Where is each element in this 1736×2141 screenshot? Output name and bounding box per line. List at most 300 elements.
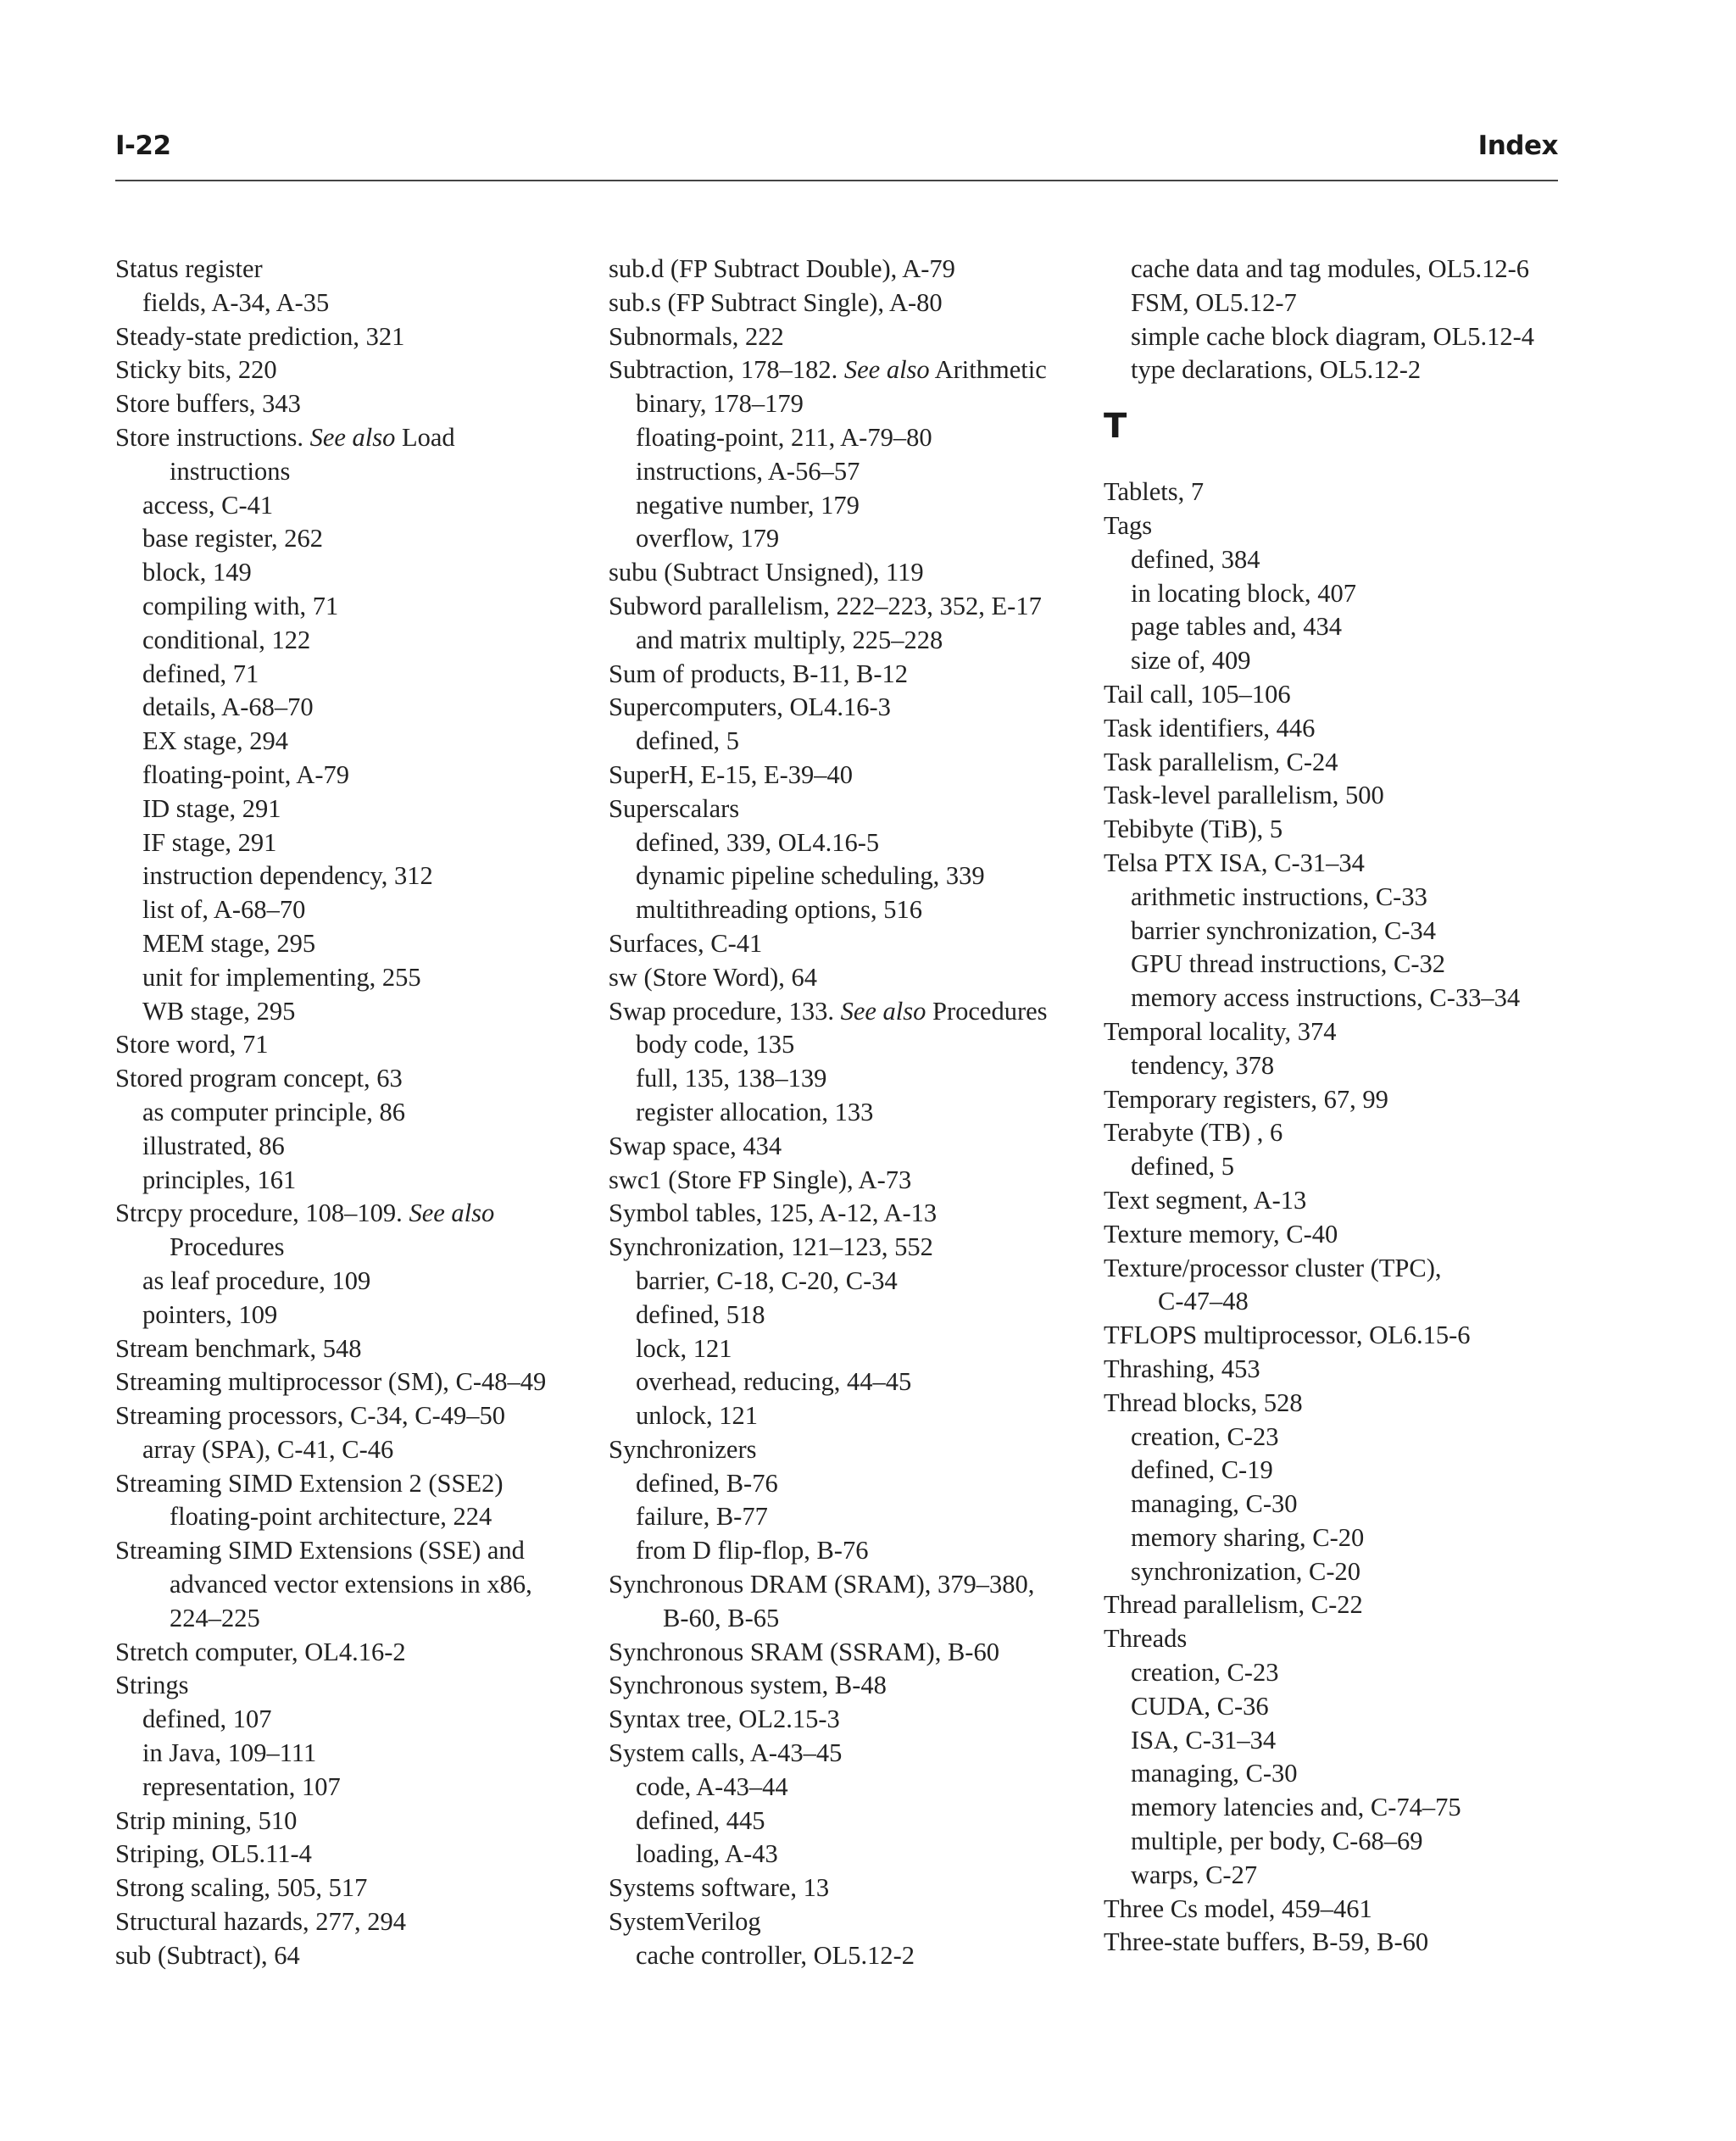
entry-text: Synchronous SRAM (SSRAM), B-60 bbox=[609, 1637, 999, 1666]
entry-text: memory sharing, C-20 bbox=[1131, 1522, 1365, 1552]
index-column-3 bbox=[1104, 253, 1595, 1960]
entry-text: multiple, per body, C-68–69 bbox=[1131, 1827, 1423, 1856]
entry-text: instructions bbox=[170, 456, 291, 486]
index-subentry bbox=[1104, 1724, 1595, 1758]
index-entry bbox=[1104, 475, 1595, 509]
index-subentry bbox=[115, 1096, 607, 1130]
index-subentry bbox=[609, 421, 1100, 455]
entry-text: Threads bbox=[1104, 1624, 1188, 1654]
entry-text: managing, C-30 bbox=[1131, 1759, 1298, 1788]
entry-text: Sticky bits, 220 bbox=[115, 355, 277, 385]
index-entry bbox=[115, 1028, 607, 1062]
entry-text: loading, A-43 bbox=[636, 1839, 778, 1869]
index-subentry bbox=[1104, 915, 1595, 948]
index-subentry bbox=[609, 455, 1100, 489]
index-subentry bbox=[115, 826, 607, 860]
entry-text: creation, C-23 bbox=[1131, 1421, 1279, 1451]
index-subentry bbox=[115, 725, 607, 759]
entry-text: cache controller, OL5.12-2 bbox=[636, 1940, 915, 1970]
entry-text: Thread blocks, 528 bbox=[1104, 1387, 1303, 1417]
entry-text: register allocation, 133 bbox=[636, 1097, 874, 1126]
see-also-label: See also bbox=[843, 355, 930, 385]
entry-text: B-60, B-65 bbox=[663, 1603, 780, 1632]
entry-text: managing, C-30 bbox=[1131, 1489, 1298, 1519]
index-entry bbox=[1104, 779, 1595, 813]
entry-text: TFLOPS multiprocessor, OL6.15-6 bbox=[1104, 1321, 1471, 1350]
index-entry bbox=[1104, 1116, 1595, 1150]
index-subentry bbox=[115, 1265, 607, 1299]
index-subentry bbox=[115, 961, 607, 995]
index-entry-continuation bbox=[115, 1602, 607, 1636]
index-entry bbox=[609, 590, 1100, 624]
entry-text: sub (Subtract), 64 bbox=[115, 1940, 300, 1970]
index-subentry bbox=[1104, 644, 1595, 678]
entry-text: SystemVerilog bbox=[609, 1907, 761, 1937]
entry-text: Synchronization, 121–123, 552 bbox=[609, 1232, 933, 1262]
see-also-label: See also bbox=[840, 996, 926, 1026]
index-subentry bbox=[609, 1805, 1100, 1838]
index-subentry bbox=[115, 927, 607, 961]
entry-text: Sum of products, B-11, B-12 bbox=[609, 659, 908, 688]
entry-text: sub.d (FP Subtract Double), A-79 bbox=[609, 254, 955, 283]
entry-text: as leaf procedure, 109 bbox=[142, 1265, 371, 1295]
index-subentry bbox=[115, 1130, 607, 1164]
entry-text: from D flip-flop, B-76 bbox=[636, 1536, 869, 1565]
index-entry bbox=[1104, 678, 1595, 712]
see-also-label: See also bbox=[409, 1198, 495, 1228]
entry-text: instruction dependency, 312 bbox=[142, 861, 433, 891]
index-entry bbox=[1104, 509, 1595, 543]
entry-text: GPU thread instructions, C-32 bbox=[1131, 949, 1446, 979]
index-entry bbox=[1104, 1319, 1595, 1353]
entry-text: in Java, 109–111 bbox=[142, 1738, 317, 1768]
index-entry bbox=[609, 961, 1100, 995]
index-subentry bbox=[1104, 881, 1595, 915]
entry-text: Strcpy procedure, 108–109. bbox=[115, 1198, 403, 1228]
see-also-target: Arithmetic bbox=[934, 355, 1047, 385]
entry-text: defined, 5 bbox=[1131, 1152, 1234, 1182]
index-subentry bbox=[609, 1365, 1100, 1399]
entry-text: swc1 (Store FP Single), A-73 bbox=[609, 1165, 912, 1194]
entry-text: body code, 135 bbox=[636, 1030, 795, 1059]
index-subentry bbox=[115, 1164, 607, 1198]
index-entry bbox=[609, 253, 1100, 286]
index-entry bbox=[609, 1197, 1100, 1231]
index-entry bbox=[115, 320, 607, 354]
index-entry bbox=[115, 1669, 607, 1703]
see-also-label: See also bbox=[309, 422, 396, 452]
entry-text: in locating block, 407 bbox=[1131, 578, 1356, 608]
index-subentry bbox=[1104, 253, 1595, 286]
entry-text: Store buffers, 343 bbox=[115, 389, 301, 419]
index-entry bbox=[609, 759, 1100, 792]
entry-text: Thrashing, 453 bbox=[1104, 1354, 1260, 1383]
index-subentry bbox=[609, 1467, 1100, 1501]
index-subentry bbox=[115, 522, 607, 556]
index-subentry bbox=[115, 1433, 607, 1467]
entry-text: Streaming SIMD Extension 2 (SSE2) bbox=[115, 1468, 504, 1498]
entry-text: barrier, C-18, C-20, C-34 bbox=[636, 1265, 898, 1295]
entry-text: fields, A-34, A-35 bbox=[142, 287, 330, 317]
entry-text: memory latencies and, C-74–75 bbox=[1131, 1793, 1461, 1822]
index-entry bbox=[1104, 1588, 1595, 1622]
index-entry bbox=[609, 792, 1100, 826]
index-entry bbox=[609, 556, 1100, 590]
entry-text: Streaming processors, C-34, C-49–50 bbox=[115, 1401, 505, 1431]
index-entry bbox=[609, 1905, 1100, 1939]
index-entry bbox=[115, 1399, 607, 1433]
index-entry bbox=[1104, 1015, 1595, 1049]
entry-text: Swap space, 434 bbox=[609, 1131, 782, 1160]
page-number: I-22 bbox=[115, 131, 171, 161]
index-subentry bbox=[609, 1265, 1100, 1299]
entry-text: floating-point, A-79 bbox=[142, 759, 349, 789]
index-entry-continuation bbox=[115, 1500, 607, 1534]
index-entry bbox=[609, 1231, 1100, 1265]
entry-text: Synchronous system, B-48 bbox=[609, 1671, 887, 1700]
index-entry bbox=[609, 1636, 1100, 1670]
index-subentry bbox=[1104, 353, 1595, 387]
entry-text: floating-point architecture, 224 bbox=[170, 1502, 492, 1532]
index-entry bbox=[609, 1568, 1100, 1602]
index-subentry bbox=[1104, 577, 1595, 611]
entry-text: Tebibyte (TiB), 5 bbox=[1104, 815, 1283, 844]
index-entry bbox=[115, 1197, 607, 1231]
entry-text: Synchronizers bbox=[609, 1434, 757, 1464]
index-subentry bbox=[1104, 1555, 1595, 1589]
index-subentry bbox=[1104, 948, 1595, 982]
index-entry bbox=[609, 927, 1100, 961]
index-entry-continuation bbox=[115, 1231, 607, 1265]
index-subentry bbox=[609, 826, 1100, 860]
entry-text: 224–225 bbox=[170, 1603, 260, 1632]
index-entry bbox=[609, 1164, 1100, 1198]
index-entry bbox=[609, 995, 1100, 1029]
entry-text: defined, 339, OL4.16-5 bbox=[636, 827, 880, 857]
entry-text: lock, 121 bbox=[636, 1333, 732, 1363]
index-entry bbox=[115, 1939, 607, 1973]
entry-text: negative number, 179 bbox=[636, 490, 860, 520]
index-entry-continuation bbox=[609, 1602, 1100, 1636]
entry-text: failure, B-77 bbox=[636, 1502, 768, 1532]
index-entry bbox=[1104, 813, 1595, 847]
index-subentry bbox=[1104, 1859, 1595, 1893]
index-subentry bbox=[609, 624, 1100, 658]
index-entry bbox=[1104, 1218, 1595, 1252]
index-subentry bbox=[609, 1939, 1100, 1973]
index-entry-continuation bbox=[1104, 1285, 1595, 1319]
entry-text: Strings bbox=[115, 1671, 189, 1700]
index-entry bbox=[115, 387, 607, 421]
index-entry bbox=[609, 1703, 1100, 1737]
entry-text: Subword parallelism, 222–223, 352, E-17 bbox=[609, 591, 1042, 620]
index-subentry bbox=[609, 489, 1100, 523]
index-entry bbox=[1104, 1083, 1595, 1117]
index-subentry bbox=[115, 556, 607, 590]
entry-text: details, A-68–70 bbox=[142, 692, 314, 722]
index-subentry bbox=[115, 995, 607, 1029]
entry-text: ISA, C-31–34 bbox=[1131, 1725, 1277, 1755]
index-subentry bbox=[1104, 982, 1595, 1015]
entry-text: System calls, A-43–45 bbox=[609, 1738, 843, 1768]
entry-text: Three-state buffers, B-59, B-60 bbox=[1104, 1927, 1429, 1957]
entry-text: Telsa PTX ISA, C-31–34 bbox=[1104, 848, 1365, 877]
index-subentry bbox=[1104, 610, 1595, 644]
index-column-3-top bbox=[1104, 253, 1595, 387]
index-subentry bbox=[609, 522, 1100, 556]
entry-text: Syntax tree, OL2.15-3 bbox=[609, 1704, 840, 1734]
entry-text: Tablets, 7 bbox=[1104, 477, 1205, 507]
entry-text: warps, C-27 bbox=[1131, 1860, 1258, 1889]
index-entry bbox=[1104, 746, 1595, 780]
entry-text: defined, C-19 bbox=[1131, 1455, 1273, 1485]
entry-text: access, C-41 bbox=[142, 490, 274, 520]
index-entry bbox=[115, 421, 607, 455]
index-entry bbox=[115, 1871, 607, 1905]
entry-text: Stored program concept, 63 bbox=[115, 1064, 403, 1093]
index-entry bbox=[115, 1805, 607, 1838]
index-entry bbox=[1104, 847, 1595, 881]
entry-text: Stream benchmark, 548 bbox=[115, 1333, 362, 1363]
section-letter: T bbox=[1104, 407, 1127, 447]
index-subentry bbox=[115, 792, 607, 826]
entry-text: defined, 384 bbox=[1131, 544, 1260, 574]
header-rule bbox=[115, 180, 1558, 181]
index-subentry bbox=[609, 1062, 1100, 1096]
entry-text: Task parallelism, C-24 bbox=[1104, 747, 1338, 776]
entry-text: Thread parallelism, C-22 bbox=[1104, 1590, 1363, 1620]
see-also-target: Procedures bbox=[932, 996, 1048, 1026]
index-entry bbox=[609, 1737, 1100, 1771]
index-entry bbox=[1104, 1387, 1595, 1421]
entry-text: Procedures bbox=[170, 1232, 285, 1262]
entry-text: Strong scaling, 505, 517 bbox=[115, 1873, 368, 1903]
entry-text: base register, 262 bbox=[142, 524, 324, 553]
entry-text: WB stage, 295 bbox=[142, 996, 296, 1026]
entry-text: binary, 178–179 bbox=[636, 389, 804, 419]
index-subentry bbox=[115, 1737, 607, 1771]
entry-text: overhead, reducing, 44–45 bbox=[636, 1367, 912, 1397]
index-subentry bbox=[115, 1703, 607, 1737]
index-subentry bbox=[609, 1096, 1100, 1130]
index-subentry bbox=[609, 1332, 1100, 1366]
entry-text: Task-level parallelism, 500 bbox=[1104, 781, 1384, 810]
entry-text: Store instructions. bbox=[115, 422, 303, 452]
index-subentry bbox=[1104, 1421, 1595, 1454]
index-subentry bbox=[1104, 1791, 1595, 1825]
entry-text: Task identifiers, 446 bbox=[1104, 713, 1316, 742]
entry-text: Texture memory, C-40 bbox=[1104, 1219, 1338, 1248]
entry-text: FSM, OL5.12-7 bbox=[1131, 287, 1297, 317]
index-subentry bbox=[115, 590, 607, 624]
index-subentry bbox=[609, 859, 1100, 893]
entry-text: sub.s (FP Subtract Single), A-80 bbox=[609, 287, 943, 317]
entry-text: Three Cs model, 459–461 bbox=[1104, 1894, 1372, 1923]
entry-text: SuperH, E-15, E-39–40 bbox=[609, 759, 854, 789]
index-entry bbox=[115, 1467, 607, 1501]
entry-text: MEM stage, 295 bbox=[142, 928, 316, 958]
entry-text: block, 149 bbox=[142, 558, 252, 587]
index-subentry bbox=[1104, 320, 1595, 354]
entry-text: Streaming SIMD Extensions (SSE) and bbox=[115, 1536, 525, 1565]
index-entry bbox=[1104, 1926, 1595, 1960]
entry-text: array (SPA), C-41, C-46 bbox=[142, 1434, 394, 1464]
entry-text: multithreading options, 516 bbox=[636, 895, 923, 925]
index-subentry bbox=[115, 489, 607, 523]
entry-text: defined, 107 bbox=[142, 1704, 272, 1734]
index-entry bbox=[609, 320, 1100, 354]
entry-text: unit for implementing, 255 bbox=[142, 962, 421, 992]
entry-text: defined, B-76 bbox=[636, 1468, 778, 1498]
entry-text: subu (Subtract Unsigned), 119 bbox=[609, 558, 924, 587]
entry-text: memory access instructions, C-33–34 bbox=[1131, 983, 1521, 1013]
index-entry bbox=[115, 1365, 607, 1399]
index-subentry bbox=[1104, 1049, 1595, 1083]
index-subentry bbox=[609, 1028, 1100, 1062]
index-subentry bbox=[1104, 1690, 1595, 1724]
entry-text: code, A-43–44 bbox=[636, 1771, 788, 1801]
index-entry bbox=[115, 1332, 607, 1366]
entry-text: dynamic pipeline scheduling, 339 bbox=[636, 861, 985, 891]
index-entry bbox=[1104, 1353, 1595, 1387]
index-subentry bbox=[609, 1299, 1100, 1332]
entry-text: conditional, 122 bbox=[142, 625, 311, 654]
index-subentry bbox=[115, 859, 607, 893]
entry-text: unlock, 121 bbox=[636, 1401, 759, 1431]
entry-text: Systems software, 13 bbox=[609, 1873, 830, 1903]
index-entry bbox=[1104, 1622, 1595, 1656]
entry-text: Synchronous DRAM (SRAM), 379–380, bbox=[609, 1570, 1035, 1599]
index-subentry bbox=[609, 1838, 1100, 1871]
index-entry bbox=[609, 658, 1100, 692]
entry-text: Subtraction, 178–182. bbox=[609, 355, 838, 385]
entry-text: advanced vector extensions in x86, bbox=[170, 1570, 532, 1599]
index-subentry bbox=[115, 1771, 607, 1805]
index-subentry bbox=[1104, 1656, 1595, 1690]
entry-text: C-47–48 bbox=[1158, 1287, 1249, 1316]
entry-text: list of, A-68–70 bbox=[142, 895, 306, 925]
index-subentry bbox=[1104, 1825, 1595, 1859]
entry-text: Texture/processor cluster (TPC), bbox=[1104, 1253, 1442, 1282]
entry-text: type declarations, OL5.12-2 bbox=[1131, 355, 1422, 385]
entry-text: size of, 409 bbox=[1131, 646, 1251, 676]
index-entry bbox=[115, 1062, 607, 1096]
entry-text: cache data and tag modules, OL5.12-6 bbox=[1131, 254, 1530, 283]
index-entry bbox=[609, 1130, 1100, 1164]
index-entry bbox=[115, 1905, 607, 1939]
index-subentry bbox=[115, 624, 607, 658]
index-column-2 bbox=[609, 253, 1100, 1973]
entry-text: Text segment, A-13 bbox=[1104, 1185, 1307, 1215]
entry-text: instructions, A-56–57 bbox=[636, 456, 860, 486]
index-entry bbox=[609, 691, 1100, 725]
index-entry-continuation bbox=[115, 455, 607, 489]
entry-text: simple cache block diagram, OL5.12-4 bbox=[1131, 321, 1534, 351]
entry-text: page tables and, 434 bbox=[1131, 612, 1343, 642]
index-subentry bbox=[115, 1299, 607, 1332]
index-entry-continuation bbox=[115, 1568, 607, 1602]
index-entry bbox=[609, 1433, 1100, 1467]
entry-text: arithmetic instructions, C-33 bbox=[1131, 881, 1427, 911]
index-entry bbox=[115, 1838, 607, 1871]
index-column-3-bottom bbox=[1104, 475, 1595, 1960]
index-subentry bbox=[1104, 543, 1595, 577]
index-subentry bbox=[115, 759, 607, 792]
entry-text: barrier synchronization, C-34 bbox=[1131, 915, 1436, 945]
entry-text: Status register bbox=[115, 254, 263, 283]
entry-text: CUDA, C-36 bbox=[1131, 1691, 1269, 1721]
index-entry bbox=[1104, 1893, 1595, 1927]
index-entry bbox=[609, 1669, 1100, 1703]
entry-text: Terabyte (TB) , 6 bbox=[1104, 1118, 1283, 1148]
index-subentry bbox=[115, 286, 607, 320]
entry-text: full, 135, 138–139 bbox=[636, 1064, 827, 1093]
index-entry bbox=[115, 353, 607, 387]
index-subentry bbox=[1104, 1757, 1595, 1791]
index-subentry bbox=[609, 893, 1100, 927]
entry-text: floating-point, 211, A-79–80 bbox=[636, 422, 932, 452]
entry-text: Stretch computer, OL4.16-2 bbox=[115, 1637, 406, 1666]
entry-text: ID stage, 291 bbox=[142, 793, 281, 823]
entry-text: pointers, 109 bbox=[142, 1299, 278, 1329]
entry-text: Store word, 71 bbox=[115, 1030, 269, 1059]
index-entry bbox=[609, 286, 1100, 320]
entry-text: compiling with, 71 bbox=[142, 591, 339, 620]
entry-text: synchronization, C-20 bbox=[1131, 1556, 1361, 1586]
entry-text: overflow, 179 bbox=[636, 524, 780, 553]
entry-text: Subnormals, 222 bbox=[609, 321, 784, 351]
index-subentry bbox=[1104, 286, 1595, 320]
entry-text: Swap procedure, 133. bbox=[609, 996, 834, 1026]
index-subentry bbox=[609, 387, 1100, 421]
entry-text: representation, 107 bbox=[142, 1771, 341, 1801]
entry-text: Streaming multiprocessor (SM), C-48–49 bbox=[115, 1367, 547, 1397]
entry-text: illustrated, 86 bbox=[142, 1131, 285, 1160]
index-subentry bbox=[609, 1771, 1100, 1805]
entry-text: defined, 71 bbox=[142, 659, 259, 688]
entry-text: sw (Store Word), 64 bbox=[609, 962, 818, 992]
entry-text: Supercomputers, OL4.16-3 bbox=[609, 692, 891, 722]
index-subentry bbox=[609, 725, 1100, 759]
index-entry bbox=[1104, 712, 1595, 746]
index-subentry bbox=[1104, 1521, 1595, 1555]
entry-text: and matrix multiply, 225–228 bbox=[636, 625, 943, 654]
entry-text: IF stage, 291 bbox=[142, 827, 277, 857]
entry-text: Tags bbox=[1104, 510, 1153, 540]
see-also-target: Load bbox=[402, 422, 455, 452]
index-entry bbox=[115, 1636, 607, 1670]
index-subentry bbox=[609, 1534, 1100, 1568]
index-subentry bbox=[115, 691, 607, 725]
index-entry bbox=[1104, 1252, 1595, 1286]
entry-text: creation, C-23 bbox=[1131, 1658, 1279, 1688]
section-title: Index bbox=[1477, 131, 1558, 161]
entry-text: defined, 5 bbox=[636, 726, 739, 756]
entry-text: Superscalars bbox=[609, 793, 740, 823]
index-entry bbox=[115, 1534, 607, 1568]
index-subentry bbox=[115, 658, 607, 692]
index-subentry bbox=[1104, 1488, 1595, 1521]
index-subentry bbox=[115, 893, 607, 927]
entry-text: Symbol tables, 125, A-12, A-13 bbox=[609, 1198, 938, 1228]
entry-text: defined, 445 bbox=[636, 1805, 765, 1835]
index-entry bbox=[609, 1871, 1100, 1905]
index-entry bbox=[1104, 1184, 1595, 1218]
index-entry bbox=[609, 353, 1100, 387]
index-subentry bbox=[609, 1399, 1100, 1433]
entry-text: Tail call, 105–106 bbox=[1104, 679, 1291, 709]
entry-text: tendency, 378 bbox=[1131, 1050, 1275, 1080]
